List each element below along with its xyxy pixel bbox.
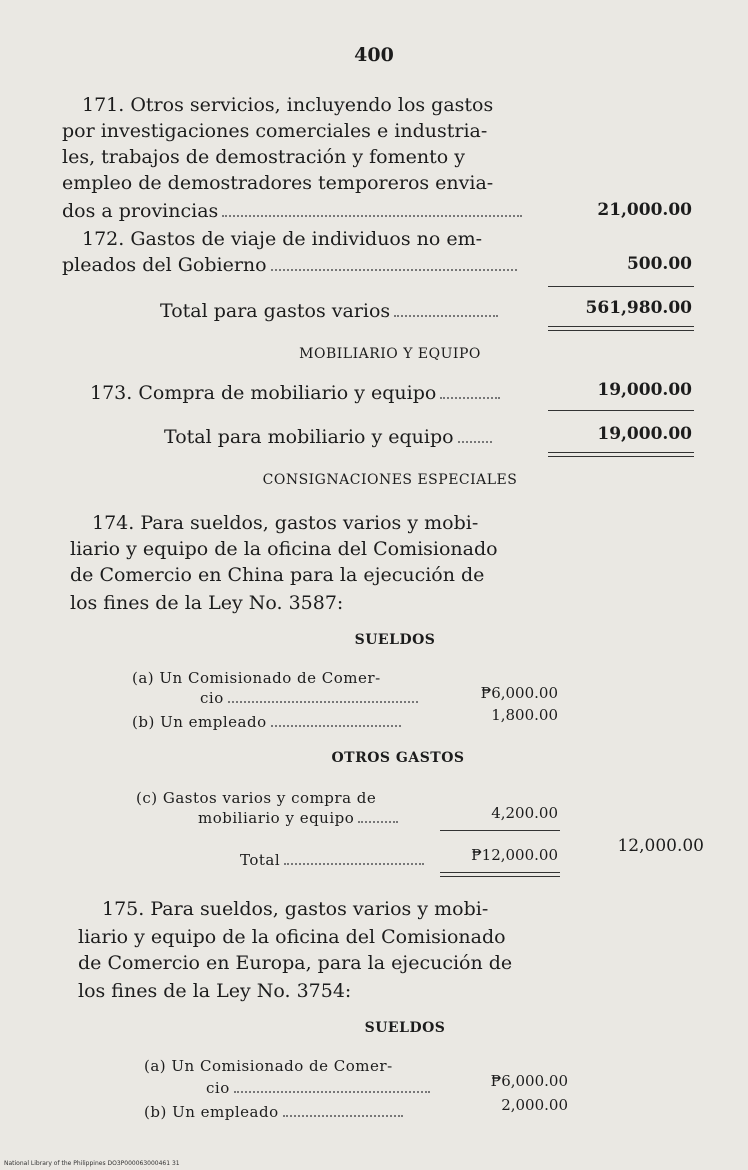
total-gastos-text: Total para gastos varios (160, 300, 391, 322)
item-174-c-text: mobiliario y equipo (198, 809, 355, 827)
item-174-b-label (132, 712, 401, 732)
item-172-amount: 500.00 (626, 254, 692, 274)
sum-rule (548, 410, 694, 411)
total-mobiliario-label (164, 424, 492, 450)
item-171-line-3: les, trabajos de demostración y fomento y (62, 146, 465, 168)
total-gastos-label (160, 298, 498, 324)
item-174-line-1: 174. Para sueldos, gastos varios y mobi- (92, 512, 479, 534)
leader-dots (234, 1090, 430, 1093)
item-171-line-2: por investigaciones comerciales e industria- (62, 120, 488, 142)
item-174-a-line-2 (200, 688, 418, 708)
item-175-line-3: de Comercio en Europa, para la ejecución de (78, 952, 513, 974)
item-175-line-2: liario y equipo de la oficina del Comisionado (78, 926, 506, 948)
item-173-text: 173. Compra de mobiliario y equipo (90, 382, 437, 404)
item-175-b-text: (b) Un empleado (144, 1103, 279, 1121)
sum-rule (548, 286, 694, 287)
item-174-a-text: cio (200, 689, 224, 707)
sueldos-heading-175: SUELDOS (364, 1020, 446, 1036)
leader-dots (358, 820, 398, 823)
section-heading-mobiliario: MOBILIARIO Y EQUIPO (299, 346, 481, 362)
section-heading-consignaciones: CONSIGNACIONES ESPECIALES (262, 472, 518, 488)
leader-dots (284, 862, 424, 865)
item-174-outer-amount: 12,000.00 (617, 836, 704, 856)
leader-dots (394, 314, 498, 317)
footer-credit: National Library of the Philippines DO3P000063000461 31 (4, 1160, 180, 1167)
item-174-total-text: Total (240, 851, 281, 869)
sueldos-heading-174: SUELDOS (354, 632, 436, 648)
leader-dots (283, 1114, 403, 1117)
leader-dots (222, 214, 522, 217)
item-175-b-label (144, 1102, 403, 1122)
leader-dots (271, 724, 401, 727)
item-174-c-line-2 (198, 808, 398, 828)
total-double-rule (548, 452, 694, 457)
item-174-total-label (240, 850, 424, 870)
item-175-line-4: los fines de la Ley No. 3754: (78, 980, 352, 1002)
item-172-line-2 (62, 252, 517, 278)
item-171-line-4: empleo de demostradores temporeros envia- (62, 172, 494, 194)
item-174-line-3: de Comercio en China para la ejecución de (70, 564, 485, 586)
item-174-line-4: los fines de la Ley No. 3587: (70, 592, 344, 614)
item-173-amount: 19,000.00 (597, 380, 692, 400)
item-172-last-text: pleados del Gobierno (62, 254, 267, 276)
leader-dots (440, 396, 500, 399)
sum-rule (440, 830, 560, 831)
item-172-line-1: 172. Gastos de viaje de individuos no em- (82, 228, 483, 250)
item-174-b-amount: 1,800.00 (491, 706, 558, 724)
total-mobiliario-amount: 19,000.00 (597, 424, 692, 444)
total-gastos-amount: 561,980.00 (585, 298, 692, 318)
total-double-rule (548, 326, 694, 331)
item-175-a-line-2 (206, 1078, 430, 1098)
leader-dots (458, 440, 492, 443)
item-174-a-line-1: (a) Un Comisionado de Comer- (132, 669, 381, 687)
item-173-label (90, 380, 500, 406)
item-174-a-amount: ₱6,000.00 (480, 684, 558, 702)
total-mobiliario-text: Total para mobiliario y equipo (164, 426, 454, 448)
item-174-b-text: (b) Un empleado (132, 713, 267, 731)
item-175-line-1: 175. Para sueldos, gastos varios y mobi- (102, 898, 489, 920)
item-174-total-amount: ₱12,000.00 (471, 846, 558, 864)
item-174-line-2: liario y equipo de la oficina del Comisionado (70, 538, 498, 560)
item-171-last-text: dos a provincias (62, 200, 219, 222)
item-175-a-amount: ₱6,000.00 (490, 1072, 568, 1090)
page-number: 400 (354, 44, 394, 66)
item-175-b-amount: 2,000.00 (501, 1096, 568, 1114)
item-174-c-amount: 4,200.00 (491, 804, 558, 822)
item-171-line-5 (62, 198, 522, 224)
item-171-line-1: 171. Otros servicios, incluyendo los gastos (82, 94, 494, 116)
item-175-a-text: cio (206, 1079, 230, 1097)
item-175-a-line-1: (a) Un Comisionado de Comer- (144, 1057, 393, 1075)
leader-dots (271, 268, 517, 271)
total-double-rule (440, 872, 560, 877)
otros-gastos-heading: OTROS GASTOS (331, 750, 465, 766)
item-174-c-line-1: (c) Gastos varios y compra de (136, 789, 377, 807)
leader-dots (228, 700, 418, 703)
item-171-amount: 21,000.00 (597, 200, 692, 220)
